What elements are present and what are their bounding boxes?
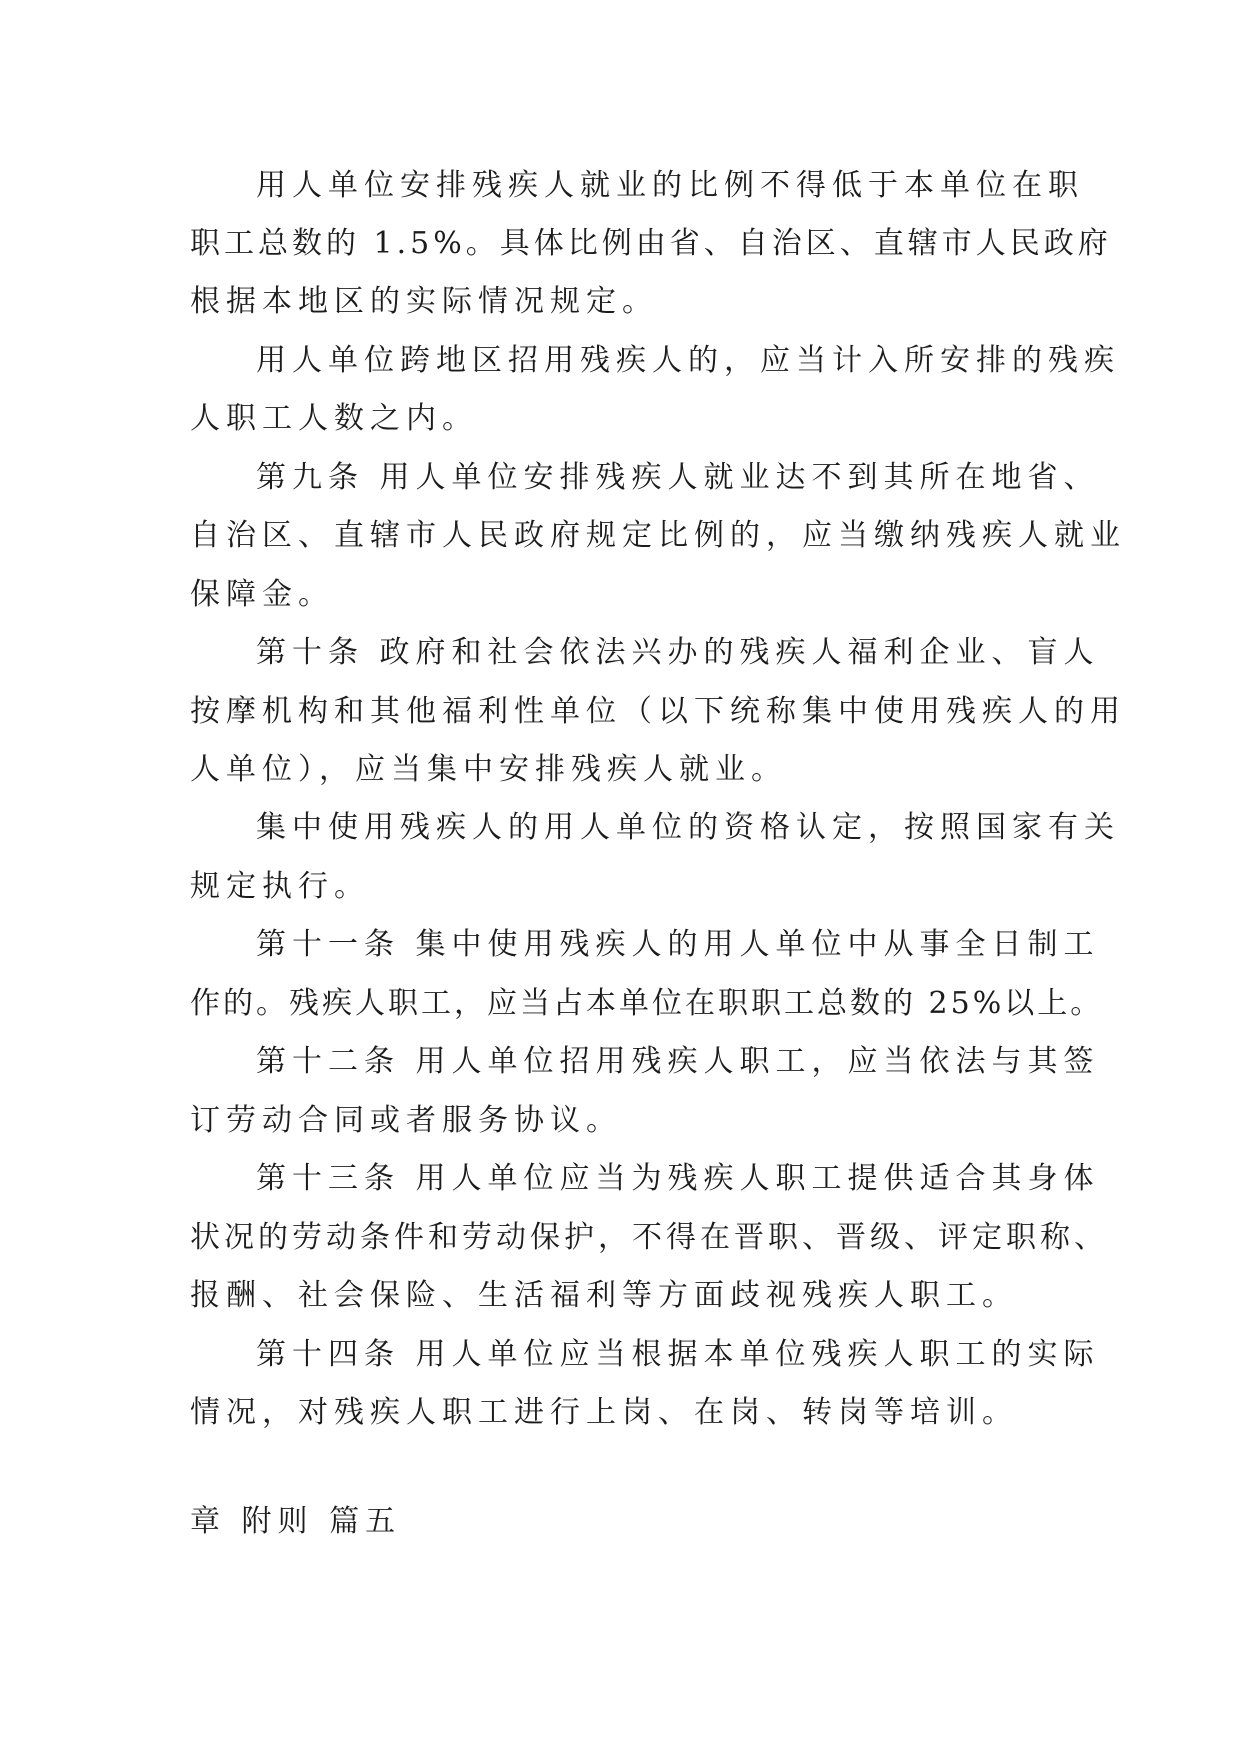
text-line-7: 自治区、直辖市人民政府规定比例的，应当缴纳残疾人就业 xyxy=(190,518,1126,553)
text-line-22: 情况，对残疾人职工进行上岗、在岗、转岗等培训。 xyxy=(190,1395,1018,1430)
text-line-15: 作的。残疾人职工，应当占本单位在职职工总数的 25%以上。 xyxy=(190,986,1104,1021)
chapter-heading: 章 附则 篇五 xyxy=(190,1504,402,1539)
text-line-19: 状况的劳动条件和劳动保护，不得在晋职、晋级、评定职称、 xyxy=(190,1220,1108,1255)
text-line-3: 根据本地区的实际情况规定。 xyxy=(190,284,658,319)
text-line-9: 第十条 政府和社会依法兴办的残疾人福利企业、盲人 xyxy=(256,635,1100,670)
text-line-18: 第十三条 用人单位应当为残疾人职工提供适合其身体 xyxy=(256,1161,1100,1196)
text-line-6: 第九条 用人单位安排残疾人就业达不到其所在地省、 xyxy=(256,460,1100,495)
text-line-2: 职工总数的 1.5%。具体比例由省、自治区、直辖市人民政府 xyxy=(190,226,1112,261)
text-line-21: 第十四条 用人单位应当根据本单位残疾人职工的实际 xyxy=(256,1337,1100,1372)
text-line-16: 第十二条 用人单位招用残疾人职工，应当依法与其签 xyxy=(256,1044,1100,1079)
text-line-1: 用人单位安排残疾人就业的比例不得低于本单位在职 xyxy=(256,168,1084,203)
text-line-20: 报酬、社会保险、生活福利等方面歧视残疾人职工。 xyxy=(190,1278,1018,1313)
text-line-17: 订劳动合同或者服务协议。 xyxy=(190,1103,622,1138)
text-line-13: 规定执行。 xyxy=(190,869,370,904)
text-line-14: 第十一条 集中使用残疾人的用人单位中从事全日制工 xyxy=(256,927,1100,962)
text-line-4: 用人单位跨地区招用残疾人的，应当计入所安排的残疾 xyxy=(256,343,1120,378)
text-line-12: 集中使用残疾人的用人单位的资格认定，按照国家有关 xyxy=(256,810,1120,845)
text-line-10: 按摩机构和其他福利性单位（以下统称集中使用残疾人的用 xyxy=(190,694,1126,729)
text-line-11: 人单位），应当集中安排残疾人就业。 xyxy=(190,752,787,787)
text-line-8: 保障金。 xyxy=(190,577,334,612)
text-line-5: 人职工人数之内。 xyxy=(190,401,478,436)
